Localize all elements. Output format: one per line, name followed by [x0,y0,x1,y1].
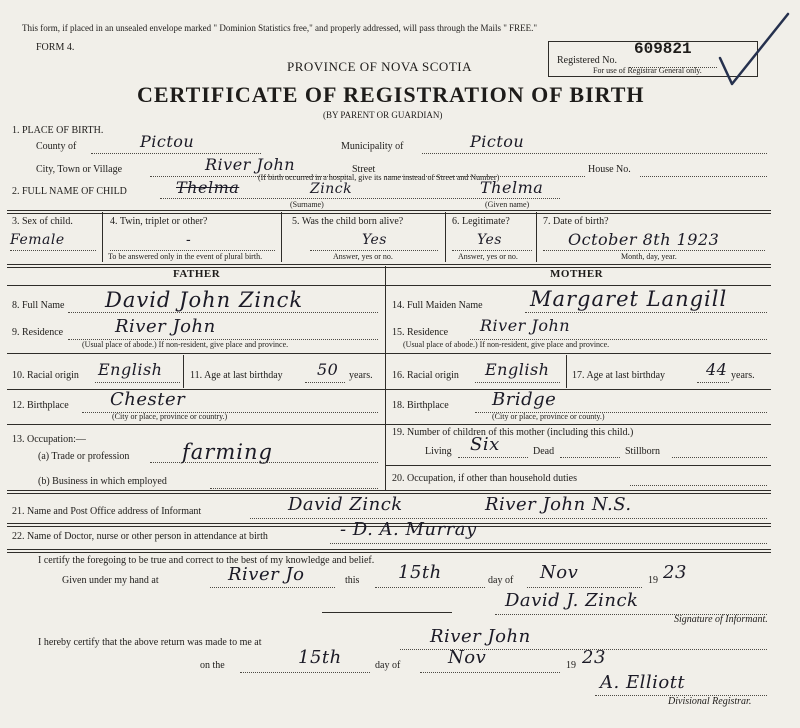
living-label: Living [425,446,452,457]
street-label: Street [352,164,376,175]
registered-label: Registered No. [557,55,617,66]
child-name-label: 2. FULL NAME OF CHILD [12,186,127,197]
father-residence-label: 9. Residence [12,327,64,338]
informant-address: River John N.S. [485,494,632,515]
informant-signature-caption: Signature of Informant. [674,614,768,625]
father-racial-value: English [98,360,163,379]
mother-birthplace-label: 18. Birthplace [392,400,449,411]
surname-caption: (Surname) [290,200,324,209]
mother-racial-label: 16. Racial origin [392,370,459,381]
this-label: this [345,575,360,586]
mother-age-label: 17. Age at last birthday [572,370,666,381]
county-value: Pictou [140,132,195,151]
form-number: FORM 4. [36,42,75,53]
alive-value: Yes [362,232,387,248]
twin-note: To be answered only in the event of plural birth. [108,252,263,261]
registrar-signature: A. Elliott [600,672,686,693]
certify-text: I certify the foregoing to be true and correct to the best of my knowledge and belief. [38,555,375,566]
father-racial-label: 10. Racial origin [12,370,79,381]
sex-label: 3. Sex of child. [12,216,73,227]
municipality-label: Municipality of [341,141,404,152]
registrar-certify-text: I hereby certify that the above return was made to me at [38,637,262,648]
alive-label: 5. Was the child born alive? [292,216,404,227]
mother-name-value: Margaret Langill [530,287,728,311]
father-birthplace-label: 12. Birthplace [12,400,69,411]
sex-value: Female [10,232,65,248]
doctor-value: - D. A. Murray [340,519,477,540]
city-value: River John [205,155,296,174]
informant-name: David Zinck [288,494,403,515]
trade-value: farming [182,440,273,464]
dead-label: Dead [533,446,555,457]
county-label: County of [36,141,77,152]
father-age-label: 11. Age at last birthday [190,370,283,381]
mother-birthplace-value: Bridge [492,389,557,410]
given-day-value: 15th [398,562,442,583]
given-month-value: Nov [540,562,579,583]
mother-residence-note: (Usual place of abode.) If non-resident, give place and province. [403,340,610,349]
father-birthplace-note: (City or place, province or country.) [112,412,228,421]
registered-number: 609821 [634,40,692,58]
on-the-label: on the [200,660,225,671]
living-value: Six [470,434,500,455]
registrar-place-value: River John [430,626,531,647]
father-birthplace-value: Chester [110,389,186,410]
legitimate-label: 6. Legitimate? [452,216,510,227]
informant-signature: David J. Zinck [505,590,639,611]
mother-name-label: 14. Full Maiden Name [392,300,483,311]
page-subtitle: (BY PARENT OR GUARDIAN) [323,110,443,120]
place-of-birth-heading: 1. PLACE OF BIRTH. [12,125,104,136]
father-heading: FATHER [173,268,221,280]
registrar-caption: Divisional Registrar. [668,696,752,707]
mother-racial-value: English [485,360,550,379]
twin-label: 4. Twin, triplet or other? [110,216,208,227]
father-age-value: 50 [317,360,339,379]
mother-years-label: years. [731,370,755,381]
registrar-year-prefix: 19 [566,660,576,671]
birth-date-label: 7. Date of birth? [543,216,609,227]
informant-label: 21. Name and Post Office address of Informant [12,506,202,517]
given-place-value: River Jo [228,564,305,585]
hospital-note: (If birth occurred in a hospital, give its name instead of Street and Number) [258,173,500,182]
child-surname: Zinck [310,181,353,197]
father-name-label: 8. Full Name [12,300,65,311]
mail-notice: This form, if placed in an unsealed envelope marked " Dominion Statistics free," and properly addressed, will pass through the Mails " FREE." [22,23,538,33]
father-years-label: years. [349,370,373,381]
registrar-day-of-label: day of [375,660,401,671]
given-year-prefix: 19 [648,575,658,586]
birth-date-note: Month, day, year. [621,252,677,261]
father-residence-value: River John [115,316,216,337]
house-label: House No. [588,164,631,175]
check-mark-icon [700,8,795,98]
twin-value: - [186,232,192,248]
mother-birthplace-note: (City or place, province or county.) [492,412,605,421]
stillborn-label: Stillborn [625,446,661,457]
doctor-label: 22. Name of Doctor, nurse or other person in attendance at birth [12,531,268,542]
given-day-of-label: day of [488,575,514,586]
given-name-caption: (Given name) [485,200,530,209]
children-count-label: 19. Number of children of this mother (including this child.) [392,427,634,438]
father-name-value: David John Zinck [105,288,304,312]
mother-occupation-label: 20. Occupation, if other than household duties [392,473,577,484]
city-label: City, Town or Village [36,164,123,175]
registrar-day-value: 15th [298,647,342,668]
registrar-year-value: 23 [582,647,606,668]
legitimate-note: Answer, yes or no. [458,252,518,261]
father-residence-note: (Usual place of abode.) If non-resident, give place and province. [82,340,289,349]
registrar-use-note: For use of Registrar General only. [593,66,702,75]
birth-date-value: October 8th 1923 [568,230,720,249]
occupation-label: 13. Occupation:— [12,434,86,445]
legitimate-value: Yes [477,232,502,248]
mother-residence-value: River John [480,316,571,335]
page-title: CERTIFICATE OF REGISTRATION OF BIRTH [137,82,645,107]
struck-child-name: Thelma [176,178,240,197]
given-under-label: Given under my hand at [62,575,159,586]
given-year-value: 23 [663,562,687,583]
alive-note: Answer, yes or no. [333,252,393,261]
mother-age-value: 44 [706,360,728,379]
trade-label: (a) Trade or profession [38,451,130,462]
child-given-name: Thelma [480,178,544,197]
mother-heading: MOTHER [550,268,604,280]
municipality-value: Pictou [470,132,525,151]
registrar-month-value: Nov [448,647,487,668]
mother-residence-label: 15. Residence [392,327,449,338]
province-heading: PROVINCE OF NOVA SCOTIA [287,59,472,74]
business-label: (b) Business in which employed [38,476,167,487]
